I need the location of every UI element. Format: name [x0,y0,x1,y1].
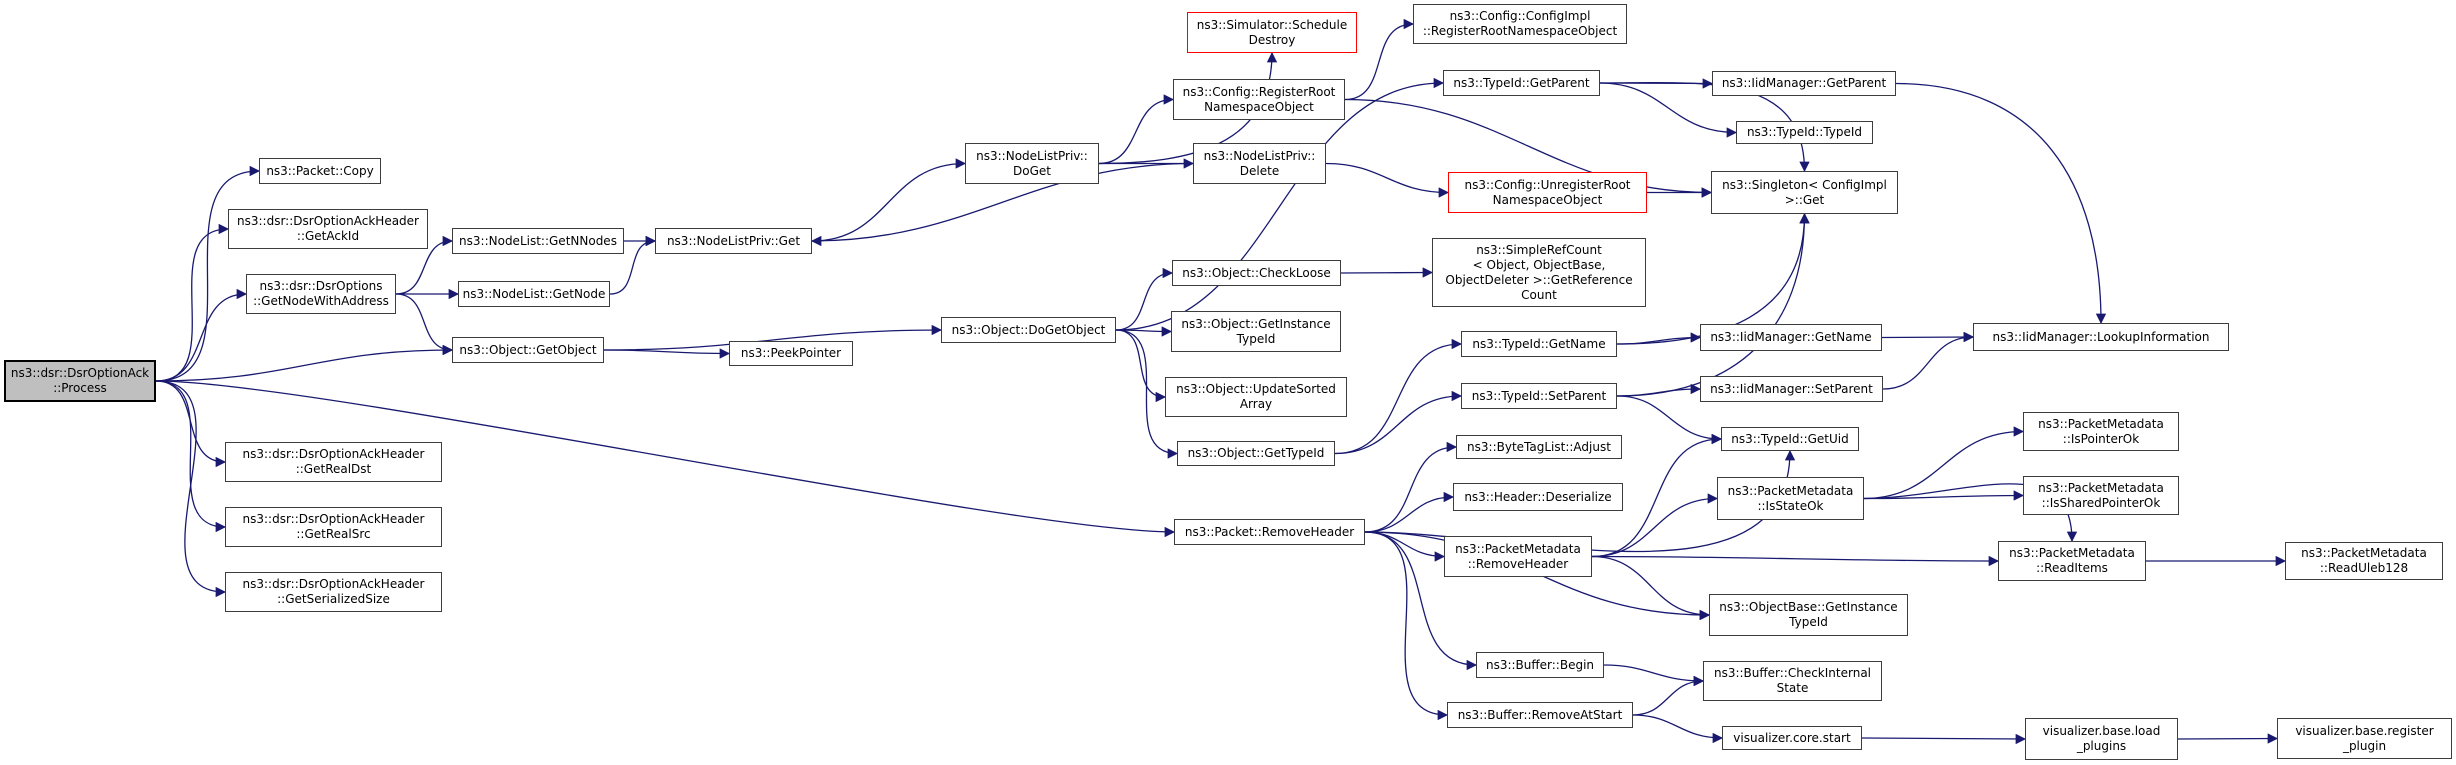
edge-buffer_remove_at_start-to-visualizer_core_start [1633,715,1722,738]
graph-node-simulator_schedule_destroy[interactable] [1187,12,1357,53]
graph-node-visualizer_core_start[interactable] [1722,726,1862,750]
graph-node-label: ns3::Packet::RemoveHeader [1184,524,1355,539]
graph-node-label: ns3::PacketMetadata [1455,541,1581,556]
graph-node-object_check_loose[interactable] [1172,260,1341,286]
graph-node-label: _plugin [2342,738,2387,753]
graph-node-label: DoGet [1013,163,1051,178]
graph-node-label: _plugins [2076,739,2127,753]
graph-node-get_serialized_size[interactable] [225,572,442,612]
graph-node-label: ns3::PacketMetadata [2038,416,2164,431]
graph-node-label: ns3::Object::DoGetObject [951,322,1106,337]
graph-node-is_pointer_ok[interactable] [2023,412,2179,451]
graph-node-label: ::IsPointerOk [2062,431,2140,446]
graph-node-label: visualizer.core.start [1733,730,1851,745]
graph-node-label: ::ReadUleb128 [2319,561,2409,575]
graph-node-visualizer_register_plugin[interactable] [2277,718,2452,759]
graph-node-get_object[interactable] [452,337,604,363]
graph-node-label: ns3::dsr::DsrOptionAckHeader [242,577,425,591]
graph-node-label: ns3::Header::Deserialize [1464,489,1612,504]
edge-buffer_begin-to-buffer_check_internal_state [1604,665,1703,681]
graph-node-label: Destroy [1248,32,1296,47]
graph-node-nodelistpriv_doget[interactable] [965,143,1099,184]
graph-node-label: ns3::dsr::DsrOptions [259,279,383,293]
graph-node-get_nnodes[interactable] [452,228,624,254]
graph-node-label: State [1776,681,1809,695]
graph-node-label: ns3::ObjectBase::GetInstance [1719,600,1898,614]
edge-nodelistpriv_delete-to-config_unregister_root [1326,164,1448,193]
graph-node-object_update_sorted_array[interactable] [1165,377,1347,417]
graph-node-nodelistpriv_delete[interactable] [1193,143,1326,184]
graph-node-packet_remove_header[interactable] [1174,519,1365,545]
graph-node-label: ns3::dsr::DsrOptionAckHeader [242,447,425,461]
graph-node-iid_get_name[interactable] [1700,324,1882,351]
graph-node-label: ::GetRealDst [295,462,372,476]
graph-node-is_shared_pointer_ok[interactable] [2023,476,2179,515]
graph-node-label: ns3::Buffer::RemoveAtStart [1457,707,1623,722]
graph-node-iid_lookup_information[interactable] [1973,323,2229,351]
graph-node-pm_remove_header[interactable] [1444,536,1592,577]
edge-visualizer_load_plugins-to-visualizer_register_plugin [2178,739,2277,740]
graph-node-packet_copy[interactable] [259,158,381,184]
graph-node-label: ::RemoveHeader [1467,556,1569,571]
graph-node-label: ns3::Object::CheckLoose [1182,265,1331,280]
edge-packet_remove_header-to-byte_tag_list_adjust [1365,447,1456,532]
graph-node-byte_tag_list_adjust[interactable] [1456,435,1622,459]
graph-node-label: ns3::NodeListPriv:: [1203,148,1316,163]
edge-typeid_set_parent-to-typeid_get_uid [1617,396,1721,439]
graph-node-label: < Object, ObjectBase, [1472,257,1606,272]
graph-node-label: ::RegisterRootNamespaceObject [1422,24,1618,38]
graph-node-label: Array [1239,397,1273,411]
graph-node-label: ns3::dsr::DsrOptionAckHeader [237,214,419,228]
graph-node-label: ns3::PacketMetadata [2301,546,2427,560]
graph-node-label: ns3::Config::RegisterRoot [1182,84,1336,99]
graph-node-buffer_check_internal_state[interactable] [1703,661,1882,701]
graph-node-typeid_get_parent[interactable] [1443,70,1600,96]
graph-node-singleton_get[interactable] [1711,171,1898,214]
graph-node-label: ns3::IidManager::GetName [1710,330,1872,344]
graph-node-label: NamespaceObject [1204,99,1314,114]
graph-node-is_state_ok[interactable] [1717,477,1864,520]
graph-node-label: ns3::IidManager::LookupInformation [1992,329,2210,344]
edge-object_get_typeid-to-typeid_get_name [1335,344,1461,454]
graph-node-label: ns3::Singleton< ConfigImpl [1722,177,1887,192]
graph-node-label: ns3::PacketMetadata [2009,546,2135,560]
edge-pm_remove_header-to-objectbase_get_instance_type_id [1592,557,1709,616]
graph-node-process[interactable] [4,360,156,402]
graph-node-label: ns3::Packet::Copy [266,163,374,178]
graph-node-buffer_remove_at_start[interactable] [1447,702,1633,728]
graph-node-label: ns3::Object::GetTypeId [1187,446,1325,460]
edge-visualizer_core_start-to-visualizer_load_plugins [1862,738,2025,739]
graph-node-visualizer_load_plugins[interactable] [2025,718,2178,760]
graph-node-label: ns3::TypeId::GetParent [1453,75,1590,90]
graph-node-label: ns3::PacketMetadata [2038,480,2164,495]
graph-node-label: visualizer.base.load [2042,724,2161,738]
graph-node-label: ObjectDeleter >::GetReference [1445,272,1633,287]
graph-node-label: ns3::Buffer::Begin [1485,657,1595,672]
graph-node-get_node_with_address[interactable] [246,274,396,314]
graph-node-label: ns3::IidManager::SetParent [1710,381,1873,396]
graph-node-get_ack_id[interactable] [228,209,428,249]
edge-is_state_ok-to-is_pointer_ok [1864,432,2023,499]
graph-node-label: ns3::Config::ConfigImpl [1449,9,1591,23]
graph-node-typeid_get_uid[interactable] [1721,427,1859,451]
graph-node-label: ns3::Simulator::Schedule [1196,17,1348,32]
graph-node-read_items[interactable] [1998,541,2146,581]
graph-node-label: Count [1521,287,1557,302]
graph-node-label: ns3::Object::GetObject [459,342,597,357]
edge-nodelistpriv_get-to-nodelistpriv_doget [812,164,965,242]
edge-object_check_loose-to-simple_ref_count [1341,273,1432,274]
edge-iid_get_name-to-iid_lookup_information [1882,337,1973,338]
graph-node-label: ns3::NodeListPriv::Get [666,233,801,248]
graph-node-label: ns3::SimpleRefCount [1476,242,1602,257]
graph-node-label: ns3::Object::GetInstance [1181,316,1331,331]
edge-nodelistpriv_doget-to-config_register_root [1099,100,1173,164]
graph-node-label: TypeId [1789,615,1828,629]
graph-node-config_register_root[interactable] [1173,79,1345,120]
graph-node-get_node[interactable] [458,281,610,307]
graph-node-typeid_typeid[interactable] [1736,121,1873,144]
graph-node-label: ns3::TypeId::SetParent [1471,388,1607,403]
graph-node-label: ns3::NodeList::GetNode [462,286,606,301]
graph-node-object_get_instance_type_id[interactable] [1171,311,1341,352]
graph-node-label: ::Process [53,381,107,395]
graph-node-label: ns3::NodeListPriv:: [976,148,1088,163]
edge-object_do_get_object-to-typeid_get_parent [1116,83,1443,330]
graph-node-label: ns3::NodeList::GetNNodes [459,233,617,248]
graph-node-label: ::GetAckId [296,229,360,243]
edge-object_get_typeid-to-typeid_set_parent [1335,396,1461,454]
graph-node-label: ns3::dsr::DsrOptionAckHeader [242,512,425,526]
graph-node-get_real_src[interactable] [225,507,442,547]
graph-node-object_get_typeid[interactable] [1177,441,1335,466]
graph-node-config_unregister_root[interactable] [1448,172,1647,213]
graph-node-label: NamespaceObject [1492,192,1603,207]
graph-node-header_deserialize[interactable] [1453,483,1623,511]
graph-node-label: >::Get [1784,192,1825,207]
graph-node-label: visualizer.base.register [2295,723,2434,738]
graph-node-label: ::ReadItems [2036,561,2108,575]
graph-node-label: ns3::IidManager::GetParent [1721,76,1887,90]
graph-node-objectbase_get_instance_type_id[interactable] [1709,594,1908,636]
graph-node-typeid_set_parent[interactable] [1461,383,1617,409]
graph-node-label: ns3::Config::UnregisterRoot [1464,177,1631,192]
edge-process-to-get_node_with_address [156,294,246,381]
edge-get_node_with_address-to-get_object [396,294,452,350]
graph-node-label: Delete [1239,163,1280,178]
graph-node-simple_ref_count[interactable] [1432,238,1646,307]
graph-node-object_do_get_object[interactable] [941,317,1116,343]
graph-node-label: ns3::PeekPointer [740,346,842,360]
graph-node-label: ns3::TypeId::GetName [1472,336,1606,351]
edge-process-to-get_real_src [156,381,225,527]
graph-node-label: ns3::TypeId::GetUid [1731,431,1849,446]
graph-node-nodelistpriv_get[interactable] [655,228,812,254]
graph-node-label: ns3::Object::UpdateSorted [1176,382,1336,396]
graph-node-read_uleb128[interactable] [2285,542,2443,580]
graph-node-iid_set_parent[interactable] [1700,376,1883,402]
edge-packet_remove_header-to-buffer_remove_at_start [1365,532,1447,715]
edge-iid_set_parent-to-iid_lookup_information [1883,337,1973,389]
edge-packet_remove_header-to-header_deserialize [1365,497,1453,532]
graph-node-buffer_begin[interactable] [1476,652,1604,678]
graph-node-label: ns3::PacketMetadata [1727,483,1854,498]
graph-node-iid_get_parent[interactable] [1712,71,1896,96]
graph-node-configimpl_register_root[interactable] [1413,4,1627,44]
edge-process-to-packet_copy [156,171,259,381]
edge-pm_remove_header-to-read_items [1592,557,1998,562]
graph-node-label: TypeId [1236,331,1276,346]
graph-node-typeid_get_name[interactable] [1461,331,1617,357]
graph-node-label: ::IsStateOk [1757,498,1824,513]
graph-node-label: ::GetSerializedSize [277,592,390,606]
edge-process-to-get_serialized_size [156,381,225,592]
edge-iid_get_parent-to-iid_lookup_information [1896,84,2101,324]
graph-node-label: ::GetRealSrc [296,527,371,541]
graph-node-label: ns3::dsr::DsrOptionAck [10,366,150,380]
graph-node-label: ::IsSharedPointerOk [2041,495,2161,510]
graph-node-label: ::GetNodeWithAddress [253,294,389,308]
graph-node-get_real_dst[interactable] [225,442,442,482]
graph-node-peek_pointer[interactable] [729,341,853,366]
edge-buffer_remove_at_start-to-buffer_check_internal_state [1633,681,1703,715]
edge-process-to-get_object [156,350,452,381]
graph-node-label: ns3::Buffer::CheckInternal [1713,666,1872,680]
graph-node-label: ns3::ByteTagList::Adjust [1467,439,1611,454]
graph-node-label: ns3::TypeId::TypeId [1746,125,1863,139]
edge-object_do_get_object-to-object_update_sorted_array [1116,330,1165,397]
